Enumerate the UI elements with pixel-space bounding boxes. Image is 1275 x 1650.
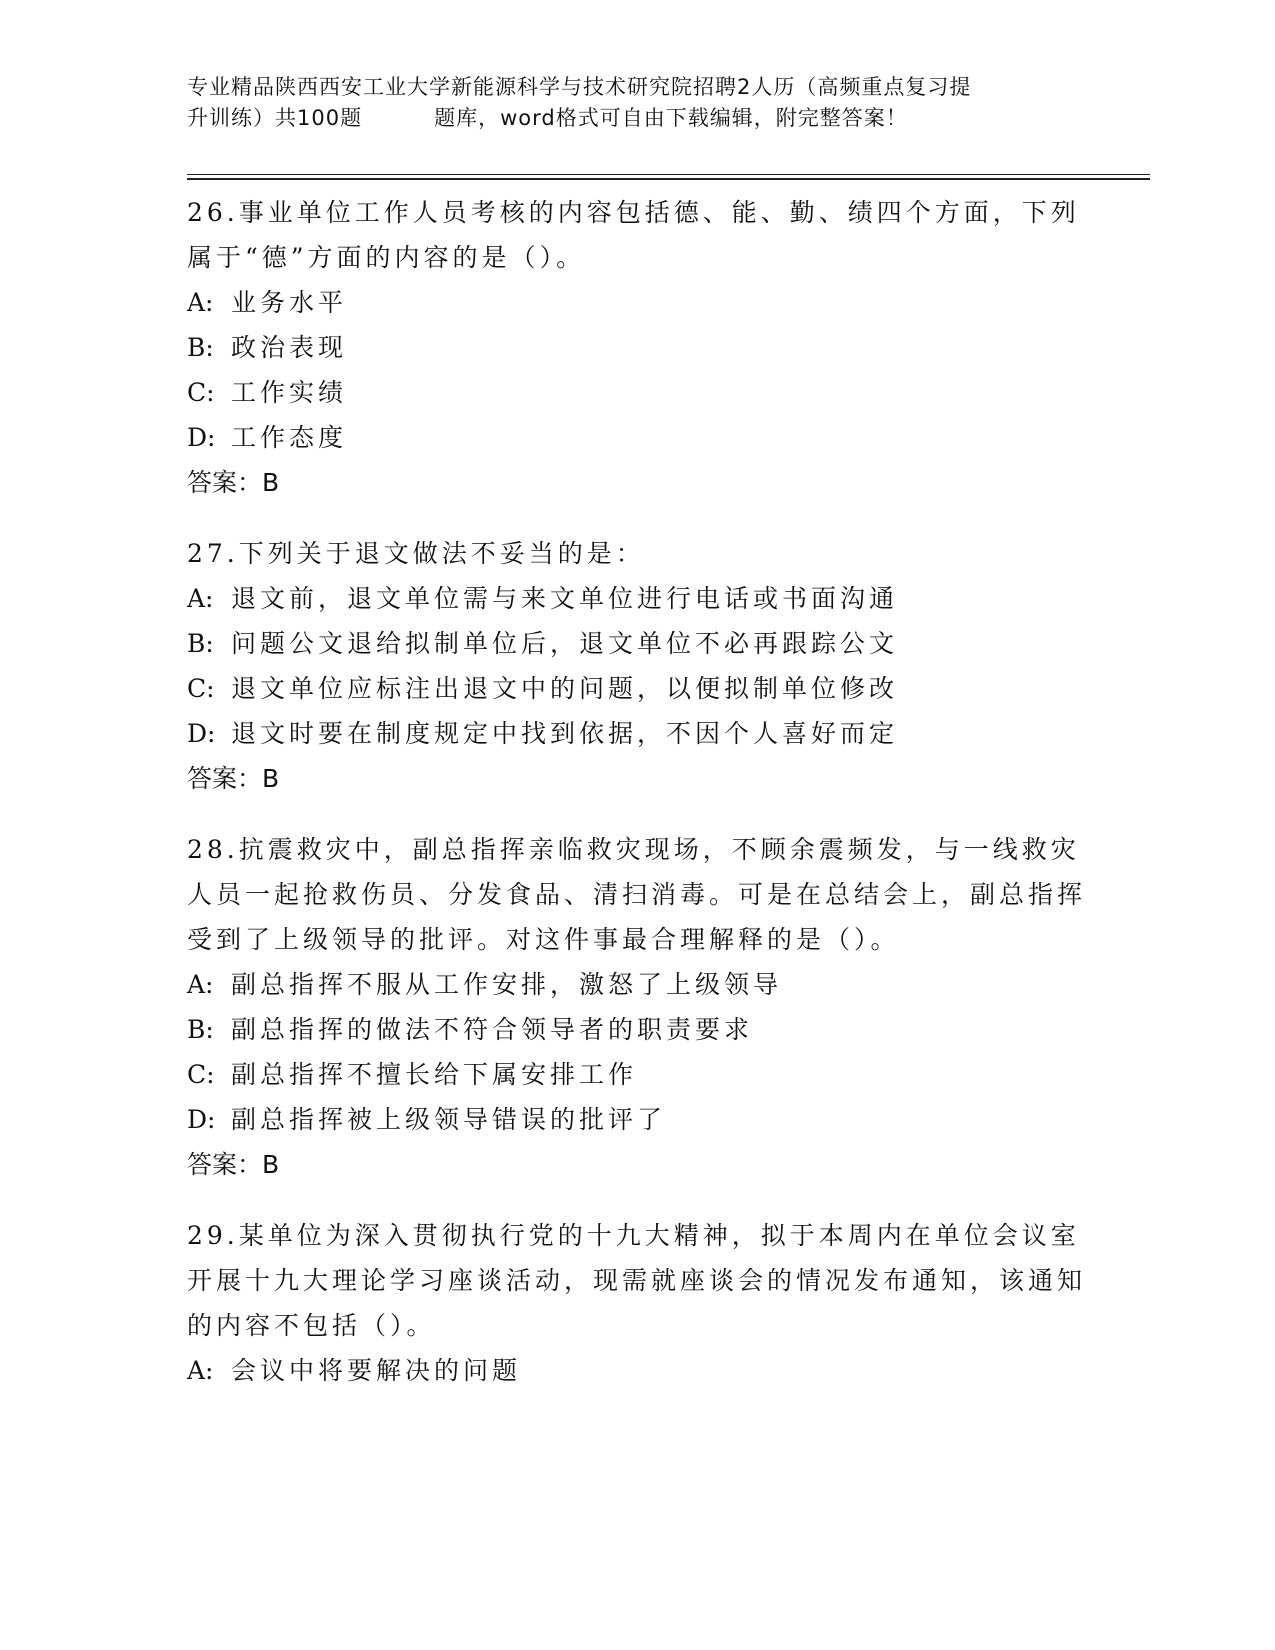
option-letter: A: <box>187 584 214 613</box>
option-letter: C: <box>187 378 215 407</box>
option-c <box>187 666 1087 711</box>
option-text: 会议中将要解决的问题 <box>231 1356 522 1385</box>
option-text: 副总指挥的做法不符合领导者的职责要求 <box>231 1015 754 1044</box>
option-text: 退文单位应标注出退文中的问题，以便拟制单位修改 <box>231 674 899 703</box>
question-text: 28.抗震救灾中，副总指挥亲临救灾现场，不顾余震频发，与一线救灾人员一起抢救伤员、分发食品、清扫消毒。可是在总结会上，副总指挥受到了上级领导的批评。对这件事最合理解释的是（）。 <box>187 835 1087 954</box>
option-d <box>187 711 1087 756</box>
option-b <box>187 1007 1087 1052</box>
option-letter: A: <box>187 970 214 999</box>
option-text: 工作实绩 <box>231 378 348 407</box>
option-text: 政治表现 <box>231 333 348 362</box>
option-c <box>187 1052 1087 1097</box>
header-line-2 <box>187 103 1087 134</box>
question-list <box>187 190 1087 1419</box>
option-letter: A: <box>187 288 214 317</box>
question-text: 26.事业单位工作人员考核的内容包括德、能、勤、绩四个方面，下列属于“德”方面的内容的是（）。 <box>187 198 1080 272</box>
header-line-1: 专业精品陕西西安工业大学新能源科学与技术研究院招聘2人历（高频重点复习提 <box>187 75 972 99</box>
option-letter: A: <box>187 1356 214 1385</box>
option-d <box>187 415 1087 460</box>
question-27 <box>187 531 1087 801</box>
option-letter: B: <box>187 333 214 362</box>
question-29 <box>187 1213 1087 1393</box>
question-26 <box>187 190 1087 505</box>
header-divider-thin <box>187 174 1150 175</box>
question-28 <box>187 827 1087 1187</box>
option-text: 问题公文退给拟制单位后，退文单位不必再跟踪公文 <box>231 629 899 658</box>
option-text: 工作态度 <box>231 423 348 452</box>
answer-line: 答案：B <box>187 468 280 497</box>
option-letter: B: <box>187 1015 214 1044</box>
option-text: 副总指挥不服从工作安排，激怒了上级领导 <box>231 970 783 999</box>
document-header <box>187 72 1087 134</box>
option-a <box>187 576 1087 621</box>
option-b <box>187 325 1087 370</box>
header-line-2-left: 升训练）共100题 <box>187 106 363 130</box>
question-text: 27.下列关于退文做法不妥当的是： <box>187 539 645 568</box>
header-line-2-right: 题库，word格式可自由下载编辑，附完整答案！ <box>434 106 908 130</box>
option-a <box>187 1348 1087 1393</box>
option-letter: D: <box>187 423 216 452</box>
option-a <box>187 280 1087 325</box>
option-c <box>187 370 1087 415</box>
option-letter: C: <box>187 1060 215 1089</box>
option-letter: D: <box>187 1105 216 1134</box>
answer-line: 答案：B <box>187 1150 280 1179</box>
option-text: 副总指挥不擅长给下属安排工作 <box>231 1060 638 1089</box>
option-d <box>187 1097 1087 1142</box>
option-text: 副总指挥被上级领导错误的批评了 <box>231 1105 667 1134</box>
option-text: 业务水平 <box>231 288 348 317</box>
option-a <box>187 962 1087 1007</box>
answer-line: 答案：B <box>187 764 280 793</box>
option-letter: B: <box>187 629 214 658</box>
option-letter: C: <box>187 674 215 703</box>
header-divider-thick <box>187 178 1150 180</box>
option-letter: D: <box>187 719 216 748</box>
option-text: 退文前，退文单位需与来文单位进行电话或书面沟通 <box>231 584 899 613</box>
option-text: 退文时要在制度规定中找到依据，不因个人喜好而定 <box>231 719 899 748</box>
question-text: 29.某单位为深入贯彻执行党的十九大精神，拟于本周内在单位会议室开展十九大理论学习座谈活动，现需就座谈会的情况发布通知，该通知的内容不包括（）。 <box>187 1221 1087 1340</box>
option-b <box>187 621 1087 666</box>
